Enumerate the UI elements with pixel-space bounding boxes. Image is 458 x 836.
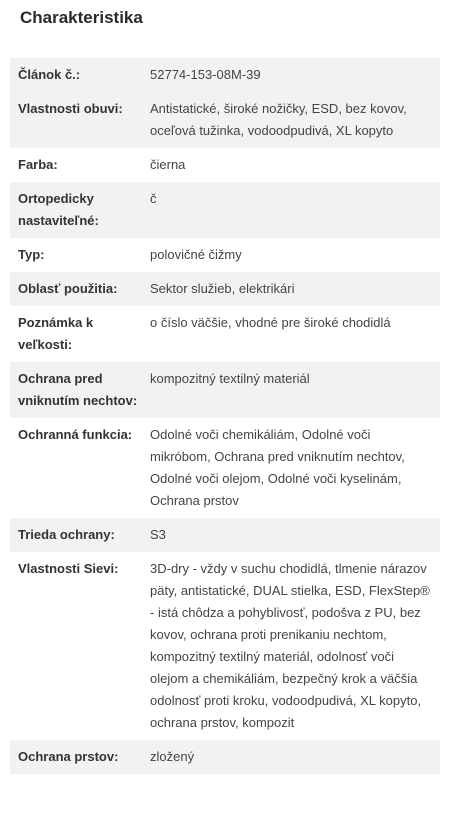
spec-row-sievi-properties — [10, 552, 440, 740]
spec-key: Ochranná funkcia: — [18, 427, 133, 442]
spec-row-size-note — [10, 306, 440, 362]
spec-row-usage-area — [10, 272, 440, 306]
spec-key: Ochrana pred vniknutím nechtov: — [18, 371, 138, 408]
spec-row-nail-protection — [10, 362, 440, 418]
spec-value: čierna — [150, 157, 186, 172]
spec-value: o číslo väčšie, vhodné pre široké chodidlá — [150, 315, 391, 330]
spec-value: Odolné voči chemikáliám, Odolné voči mikróbom, Ochrana pred vniknutím nechtov, Odolné voči olejom, Odolné voči kyselinám, Ochrana prstov — [150, 427, 405, 508]
spec-value: č — [150, 191, 157, 206]
spec-value: Antistatické, široké nožičky, ESD, bez kovov, oceľová tužinka, vodoodpudivá, XL kopyto — [150, 101, 407, 138]
spec-table — [10, 58, 440, 774]
spec-row-orthopedic — [10, 182, 440, 238]
spec-key: Poznámka k veľkosti: — [18, 315, 94, 352]
spec-row-protection-class — [10, 518, 440, 552]
spec-value: S3 — [150, 527, 166, 542]
spec-value: Sektor služieb, elektrikári — [150, 281, 295, 296]
spec-value: polovičné čižmy — [150, 247, 242, 262]
spec-value: kompozitný textilný materiál — [150, 371, 310, 386]
spec-key: Trieda ochrany: — [18, 527, 115, 542]
spec-value: 52774-153-08M-39 — [150, 67, 261, 82]
spec-row-color — [10, 148, 440, 182]
spec-key: Článok č.: — [18, 67, 81, 82]
spec-key: Ortopedicky nastaviteľné: — [18, 191, 99, 228]
spec-key: Typ: — [18, 247, 45, 262]
spec-key: Vlastnosti obuvi: — [18, 101, 123, 116]
spec-row-article-number — [10, 58, 440, 92]
spec-row-shoe-properties — [10, 92, 440, 148]
spec-row-protective-function — [10, 418, 440, 518]
spec-row-type — [10, 238, 440, 272]
spec-key: Ochrana prstov: — [18, 749, 119, 764]
section-title: Charakteristika — [20, 8, 143, 27]
spec-value: 3D-dry - vždy v suchu chodidlá, tlmenie nárazov päty, antistatické, DUAL stielka, ESD, FlexStep® - istá chôdza a pohyblivosť, podošva z PU, bez kovov, ochrana proti prenikaniu nechtom, kompozitný textilný materiál, odolnosť voči olejom a chemikáliám, bezpečný krok a väčšia odolnosť proti kroku, vodoodpudivá, XL kopyto, ochrana prstov, kompozit — [150, 561, 430, 730]
spec-value: zložený — [150, 749, 195, 764]
spec-row-toe-protection — [10, 740, 440, 774]
spec-key: Vlastnosti Sievi: — [18, 561, 119, 576]
spec-key: Farba: — [18, 157, 58, 172]
spec-key: Oblasť použitia: — [18, 281, 118, 296]
